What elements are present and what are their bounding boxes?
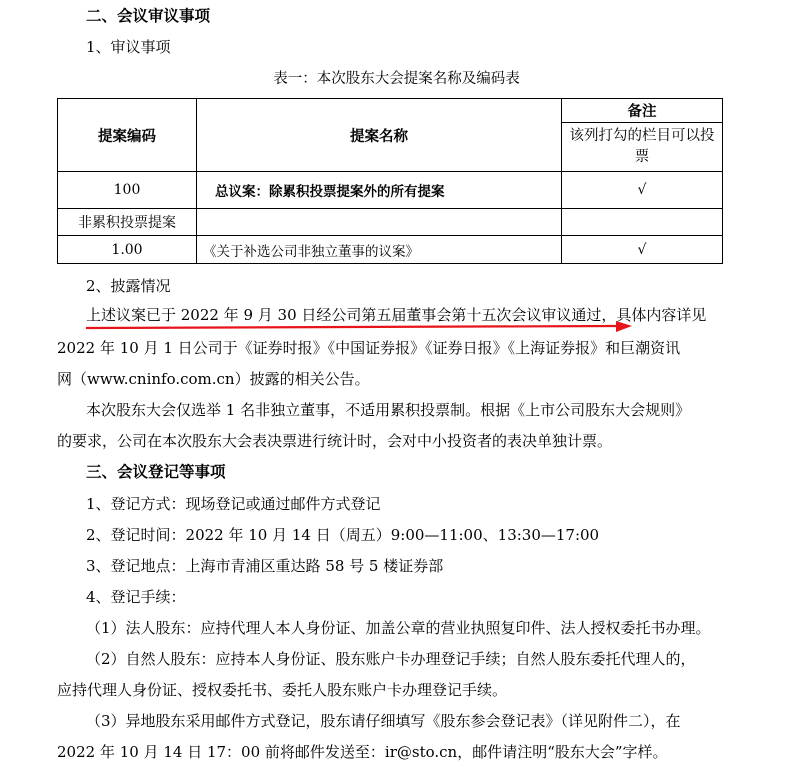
procedure-natural-person-line: 应持代理人身份证、授权委托书、委托人股东账户卡办理登记手续。 <box>57 681 508 699</box>
vote-check <box>562 209 723 236</box>
proposal-name: 《关于补选公司非独立董事的议案》 <box>197 236 562 264</box>
table-row <box>58 172 723 209</box>
subheading-disclosure: 2、披露情况 <box>86 277 171 295</box>
col-header-remark: 备注 <box>562 99 723 123</box>
voting-paragraph-line: 的要求，公司在本次股东大会表决票进行统计时，会对中小投资者的表决单独计票。 <box>57 432 613 450</box>
vote-check: √ <box>562 172 723 209</box>
voting-paragraph-line: 本次股东大会仅选举 1 名非独立董事，不适用累积投票制。根据《上市公司股东大会规则》 <box>86 401 691 419</box>
col-header-name: 提案名称 <box>197 99 562 172</box>
section-heading-registration: 三、会议登记等事项 <box>86 463 226 481</box>
subheading-review-items: 1、审议事项 <box>86 38 171 56</box>
disclosure-paragraph-line: 上述议案已于 2022 年 9 月 30 日经公司第五届董事会第十五次会议审议通过，具体内容详见 <box>86 306 707 324</box>
table-row <box>58 236 723 264</box>
proposal-code: 100 <box>58 172 197 209</box>
proposal-code: 1.00 <box>58 236 197 264</box>
col-header-code: 提案编码 <box>58 99 197 172</box>
procedure-remote-line: （3）异地股东采用邮件方式登记，股东请仔细填写《股东参会登记表》（详见附件二），在 <box>86 712 681 730</box>
procedure-natural-person-line: （2）自然人股东：应持本人身份证、股东账户卡办理登记手续；自然人股东委托代理人的， <box>86 650 696 668</box>
disclosure-paragraph-line: 网（www.cninfo.com.cn）披露的相关公告。 <box>57 370 370 388</box>
procedure-legal-person: （1）法人股东：应持代理人本人身份证、加盖公章的营业执照复印件、法人授权委托书办理。 <box>86 619 711 637</box>
red-underline-arrow-icon <box>86 321 636 335</box>
proposal-table <box>57 98 723 264</box>
registration-method: 1、登记方式：现场登记或通过邮件方式登记 <box>86 495 381 513</box>
vote-check: √ <box>562 236 723 264</box>
table-caption: 表一：本次股东大会提案名称及编码表 <box>273 71 520 87</box>
registration-time: 2、登记时间：2022 年 10 月 14 日（周五）9:00—11:00、13:30—17:00 <box>86 526 600 544</box>
table-row <box>58 209 723 236</box>
procedure-remote-line: 2022 年 10 月 14 日 17：00 前将邮件发送至：ir@sto.cn，邮件请注明“股东大会”字样。 <box>57 743 668 761</box>
proposal-name <box>197 209 562 236</box>
registration-procedure: 4、登记手续： <box>86 588 186 606</box>
disclosure-paragraph-line: 2022 年 10 月 1 日公司于《证券时报》《中国证券报》《证券日报》《上海证券报》和巨潮资讯 <box>57 339 681 357</box>
proposal-code: 非累积投票提案 <box>58 209 197 236</box>
registration-location: 3、登记地点：上海市青浦区重达路 58 号 5 楼证券部 <box>86 557 444 575</box>
proposal-name: 总议案：除累积投票提案外的所有提案 <box>197 172 562 209</box>
section-heading-agenda: 二、会议审议事项 <box>86 7 211 25</box>
col-header-remark-desc: 该列打勾的栏目可以投票 <box>562 123 723 172</box>
